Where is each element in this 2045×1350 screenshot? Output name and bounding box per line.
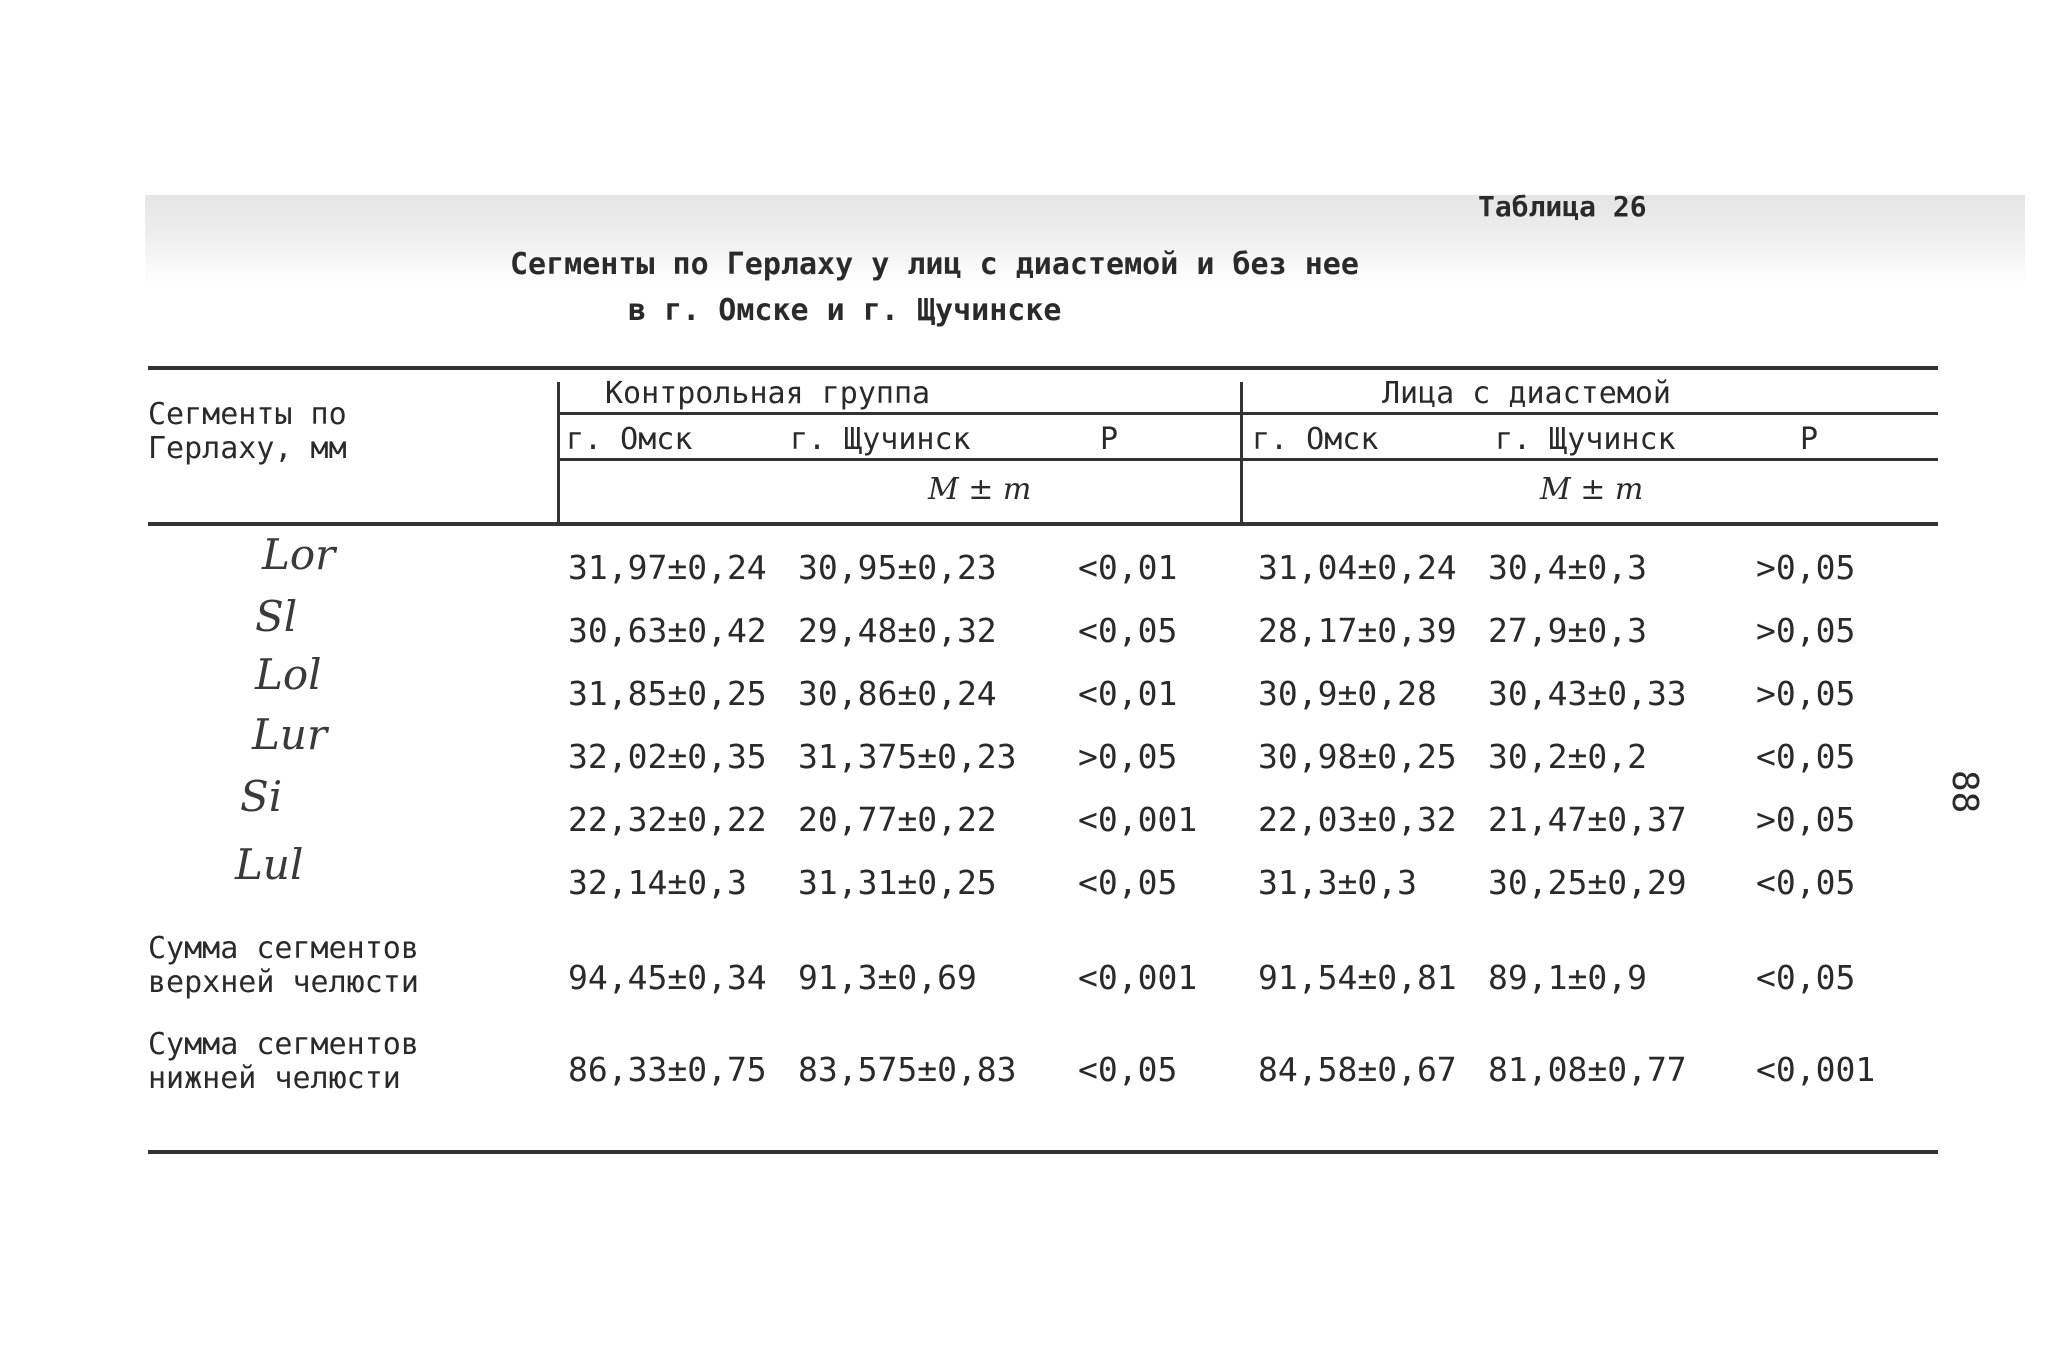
- cell-diastema-shchuchinsk: 30,25±0,29: [1488, 863, 1687, 902]
- cell-diastema-omsk: 91,54±0,81: [1258, 958, 1457, 997]
- cell-diastema-shchuchinsk: 30,43±0,33: [1488, 674, 1687, 713]
- row-label-lol: Lol: [255, 650, 322, 699]
- cell-diastema-p: <0,05: [1756, 958, 1856, 997]
- cell-control-omsk: 32,02±0,35: [568, 737, 767, 776]
- cell-control-omsk: 32,14±0,3: [568, 863, 747, 902]
- column-header-rule: [560, 458, 1938, 461]
- cell-control-shchuchinsk: 31,31±0,25: [798, 863, 997, 902]
- cell-control-shchuchinsk: 31,375±0,23: [798, 737, 1017, 776]
- col-header-control-omsk: г. Омск: [566, 422, 693, 457]
- cell-control-p: <0,05: [1078, 611, 1178, 650]
- cell-diastema-shchuchinsk: 89,1±0,9: [1488, 958, 1647, 997]
- row-header: [148, 398, 347, 466]
- cell-control-p: <0,01: [1078, 548, 1178, 587]
- cell-control-omsk: 86,33±0,75: [568, 1050, 767, 1089]
- row-label-lul: Lul: [235, 840, 304, 889]
- cell-control-omsk: 31,85±0,25: [568, 674, 767, 713]
- cell-diastema-p: <0,05: [1756, 863, 1856, 902]
- header-bottom-rule: [148, 522, 1938, 526]
- cell-diastema-omsk: 31,3±0,3: [1258, 863, 1417, 902]
- cell-control-shchuchinsk: 20,77±0,22: [798, 800, 997, 839]
- cell-diastema-omsk: 31,04±0,24: [1258, 548, 1457, 587]
- table-bottom-rule: [148, 1150, 1938, 1154]
- cell-diastema-omsk: 22,03±0,32: [1258, 800, 1457, 839]
- col-header-control-p: P: [1100, 422, 1119, 457]
- cell-control-omsk: 30,63±0,42: [568, 611, 767, 650]
- sum-upper-label-line2: верхней челюсти: [148, 965, 419, 1000]
- cell-control-omsk: 31,97±0,24: [568, 548, 767, 587]
- col-header-diastema-shchuchinsk: г. Щучинск: [1495, 422, 1676, 457]
- cell-diastema-shchuchinsk: 30,2±0,2: [1488, 737, 1647, 776]
- cell-control-p: <0,01: [1078, 674, 1178, 713]
- cell-control-p: <0,001: [1078, 958, 1198, 997]
- cell-diastema-omsk: 30,98±0,25: [1258, 737, 1457, 776]
- row-label-sl: Sl: [255, 592, 298, 641]
- row-header-line1: Сегменты по: [148, 397, 347, 432]
- sum-upper-label-line1: Сумма сегментов: [148, 931, 419, 966]
- cell-control-omsk: 22,32±0,22: [568, 800, 767, 839]
- cell-diastema-omsk: 84,58±0,67: [1258, 1050, 1457, 1089]
- cell-control-p: <0,05: [1078, 1050, 1178, 1089]
- col-header-diastema-p: P: [1800, 422, 1819, 457]
- sum-lower-label: [148, 1028, 419, 1096]
- table-title-line2: в г. Омске и г. Щучинске: [628, 293, 1062, 328]
- table-label: Таблица 26: [1478, 190, 1647, 223]
- col-header-control-shchuchinsk: г. Щучинск: [790, 422, 971, 457]
- group-header-diastema: Лица с диастемой: [1382, 376, 1671, 411]
- cell-diastema-p: >0,05: [1756, 548, 1856, 587]
- header-divider-left: [557, 382, 560, 522]
- cell-control-shchuchinsk: 30,95±0,23: [798, 548, 997, 587]
- group-header-control: Контрольная группа: [605, 376, 931, 411]
- cell-control-p: >0,05: [1078, 737, 1178, 776]
- table-title: [510, 242, 1359, 334]
- cell-diastema-p: >0,05: [1756, 800, 1856, 839]
- group-header-rule: [560, 412, 1938, 415]
- row-label-si: Si: [240, 772, 283, 821]
- cell-diastema-shchuchinsk: 30,4±0,3: [1488, 548, 1647, 587]
- row-label-lor: Lor: [262, 530, 336, 579]
- sum-lower-label-line2: нижней челюсти: [148, 1061, 401, 1096]
- sum-upper-label: [148, 932, 419, 1000]
- cell-diastema-p: <0,05: [1756, 737, 1856, 776]
- row-label-lur: Lur: [252, 710, 328, 759]
- stat-header-diastema: M ± m: [1540, 472, 1644, 507]
- cell-diastema-shchuchinsk: 21,47±0,37: [1488, 800, 1687, 839]
- row-header-line2: Герлаху, мм: [148, 431, 347, 466]
- cell-diastema-shchuchinsk: 27,9±0,3: [1488, 611, 1647, 650]
- table-top-rule: [148, 366, 1938, 370]
- cell-diastema-omsk: 28,17±0,39: [1258, 611, 1457, 650]
- stat-header-control: M ± m: [928, 472, 1032, 507]
- cell-diastema-omsk: 30,9±0,28: [1258, 674, 1437, 713]
- sum-lower-label-line1: Сумма сегментов: [148, 1027, 419, 1062]
- col-header-diastema-omsk: г. Омск: [1252, 422, 1379, 457]
- cell-control-shchuchinsk: 91,3±0,69: [798, 958, 977, 997]
- table-title-line1: Сегменты по Герлаху у лиц с диастемой и без нее: [510, 247, 1359, 282]
- page-number: 88: [1944, 770, 1985, 814]
- cell-control-p: <0,05: [1078, 863, 1178, 902]
- cell-diastema-p: <0,001: [1756, 1050, 1876, 1089]
- cell-control-shchuchinsk: 83,575±0,83: [798, 1050, 1017, 1089]
- cell-control-omsk: 94,45±0,34: [568, 958, 767, 997]
- cell-control-shchuchinsk: 29,48±0,32: [798, 611, 997, 650]
- cell-diastema-p: >0,05: [1756, 611, 1856, 650]
- cell-diastema-shchuchinsk: 81,08±0,77: [1488, 1050, 1687, 1089]
- header-divider-middle: [1240, 382, 1243, 522]
- cell-control-shchuchinsk: 30,86±0,24: [798, 674, 997, 713]
- cell-control-p: <0,001: [1078, 800, 1198, 839]
- cell-diastema-p: >0,05: [1756, 674, 1856, 713]
